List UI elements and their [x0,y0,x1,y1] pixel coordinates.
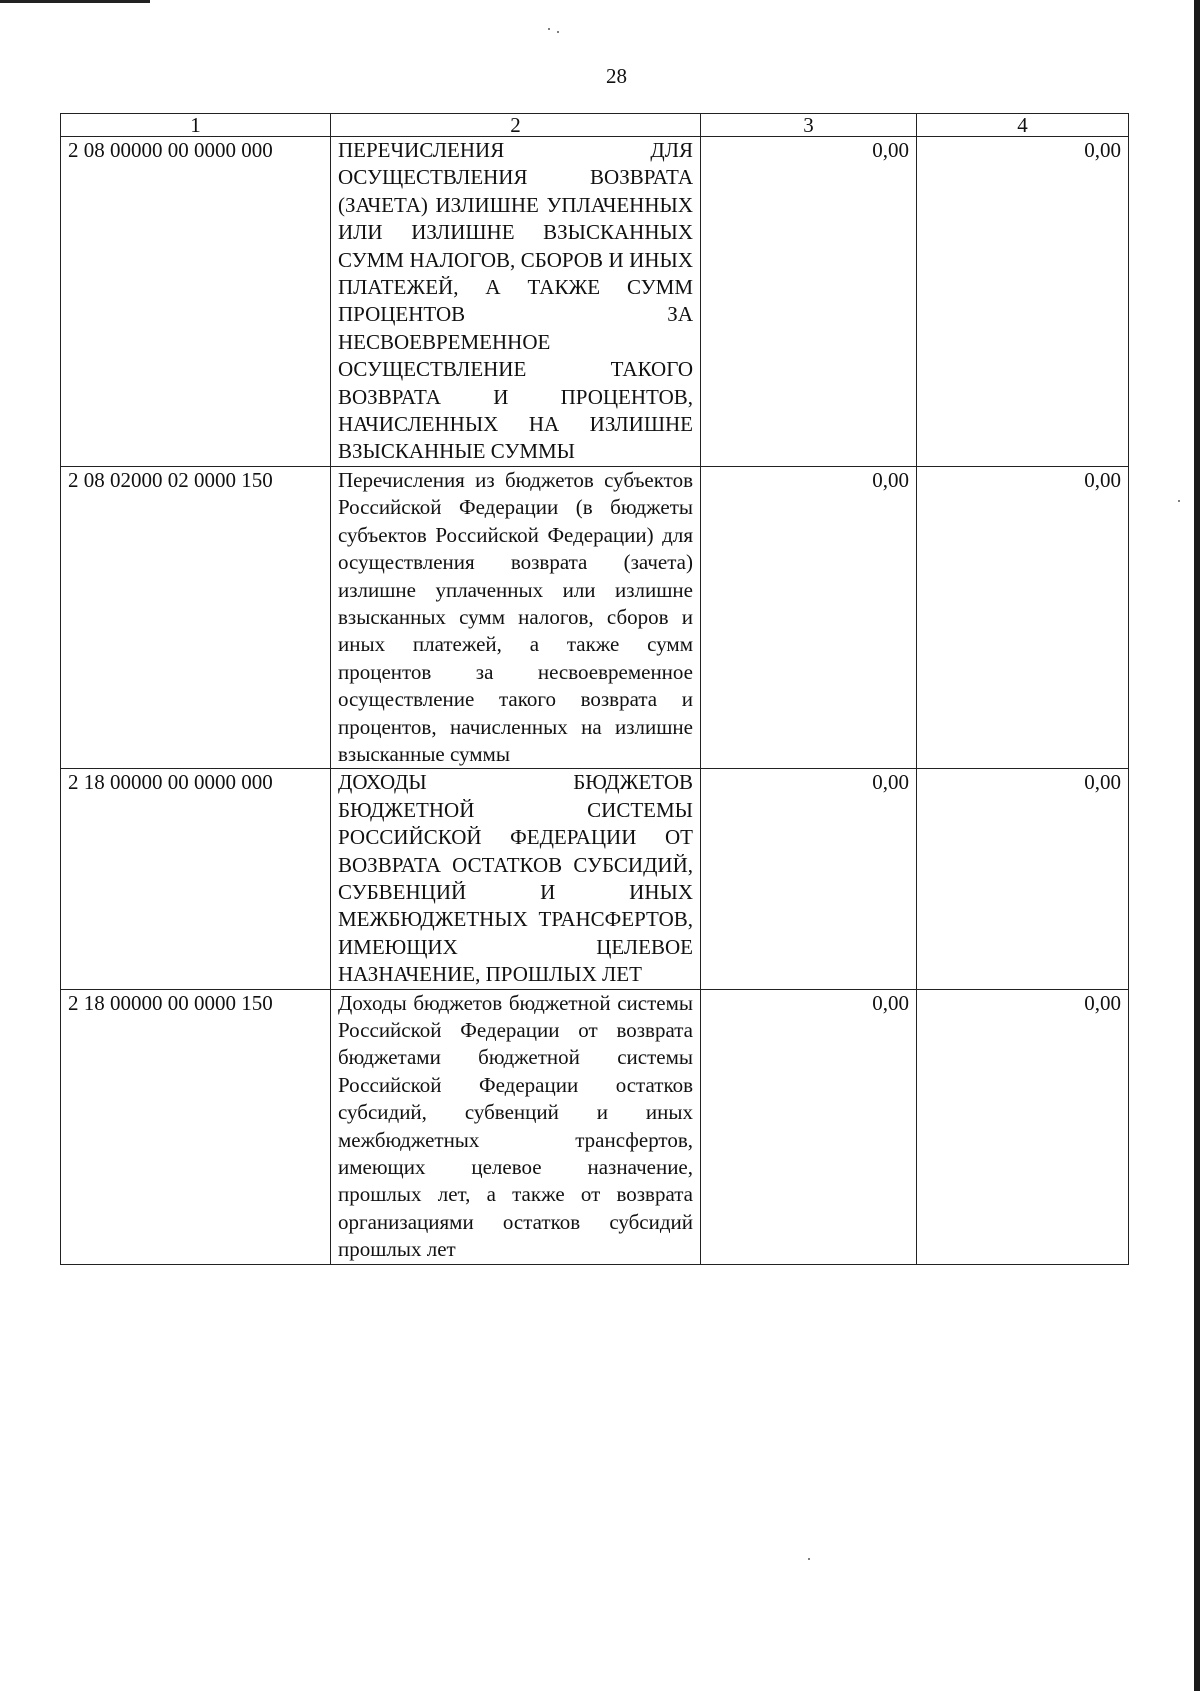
budget-code-cell: 2 08 00000 00 0000 000 [61,137,331,467]
amount-col4-cell: 0,00 [917,137,1129,467]
table-row [61,137,1129,467]
budget-code-cell: 2 08 02000 02 0000 150 [61,466,331,768]
scan-edge-mark [0,0,150,3]
scan-speck [1178,500,1180,502]
item-name-cell: ДОХОДЫ БЮДЖЕТОВ БЮДЖЕТНОЙ СИСТЕМЫ РОССИЙСКОЙ ФЕДЕРАЦИИ ОТ ВОЗВРАТА ОСТАТКОВ СУБСИДИЙ, СУБВЕНЦИЙ И ИНЫХ МЕЖБЮДЖЕТНЫХ ТРАНСФЕРТОВ, ИМЕЮЩИХ ЦЕЛЕВОЕ НАЗНАЧЕНИЕ, ПРОШЛЫХ ЛЕТ [331,769,701,989]
header-row [61,114,1129,137]
amount-col3-cell: 0,00 [701,137,917,467]
column-header-3: 3 [701,114,917,137]
amount-col3-cell: 0,00 [701,989,917,1264]
page-number: 28 [606,64,627,88]
budget-code-cell: 2 18 00000 00 0000 150 [61,989,331,1264]
item-name-cell: Перечисления из бюджетов субъектов Российской Федерации (в бюджеты субъектов Российской Федерации) для осуществления возврата (зачета) излишне уплаченных или излишне взысканных сумм налогов, сборов и иных платежей, а также сумм процентов за несвоевременное осуществление такого возврата и процентов, начисленных на излишне взысканные суммы [331,466,701,768]
amount-col3-cell: 0,00 [701,466,917,768]
scan-speck [548,28,550,30]
amount-col4-cell: 0,00 [917,466,1129,768]
scan-right-edge [1194,0,1200,1691]
column-header-1: 1 [61,114,331,137]
table-row [61,769,1129,989]
amount-col4-cell: 0,00 [917,769,1129,989]
budget-classification-table [60,113,1129,1265]
scan-speck [808,1558,810,1560]
column-header-2: 2 [331,114,701,137]
scan-speck [557,31,559,33]
table-row [61,466,1129,768]
item-name-cell: Доходы бюджетов бюджетной системы Российской Федерации от возврата бюджетами бюджетной системы Российской Федерации остатков субсидий, субвенций и иных межбюджетных трансфертов, имеющих целевое назначение, прошлых лет, а также от возврата организациями остатков субсидий прошлых лет [331,989,701,1264]
column-header-4: 4 [917,114,1129,137]
budget-code-cell: 2 18 00000 00 0000 000 [61,769,331,989]
amount-col3-cell: 0,00 [701,769,917,989]
item-name-cell: ПЕРЕЧИСЛЕНИЯ ДЛЯ ОСУЩЕСТВЛЕНИЯ ВОЗВРАТА (ЗАЧЕТА) ИЗЛИШНЕ УПЛАЧЕННЫХ ИЛИ ИЗЛИШНЕ ВЗЫСКАННЫХ СУММ НАЛОГОВ, СБОРОВ И ИНЫХ ПЛАТЕЖЕЙ, А ТАКЖЕ СУММ ПРОЦЕНТОВ ЗА НЕСВОЕВРЕМЕННОЕ ОСУЩЕСТВЛЕНИЕ ТАКОГО ВОЗВРАТА И ПРОЦЕНТОВ, НАЧИСЛЕННЫХ НА ИЗЛИШНЕ ВЗЫСКАННЫЕ СУММЫ [331,137,701,467]
table-row [61,989,1129,1264]
amount-col4-cell: 0,00 [917,989,1129,1264]
